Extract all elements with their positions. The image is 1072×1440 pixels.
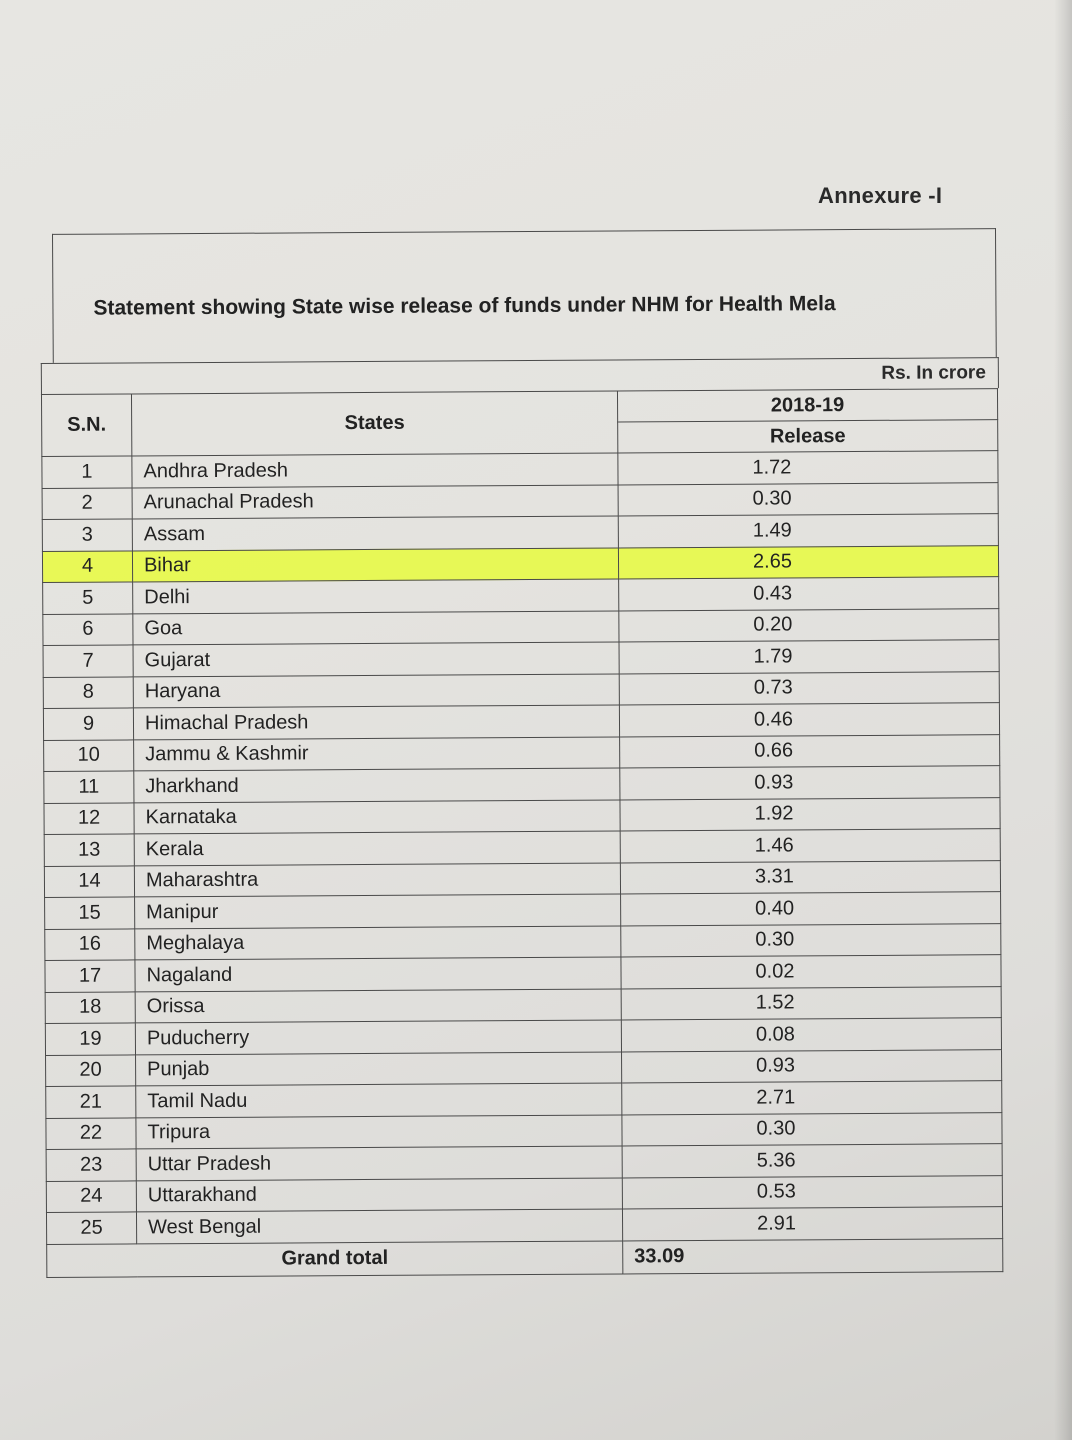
row-sn: 9 bbox=[43, 708, 133, 740]
row-sn: 7 bbox=[43, 645, 133, 677]
funds-table bbox=[41, 388, 1003, 1277]
row-sn: 6 bbox=[43, 613, 133, 645]
row-release-value: 0.66 bbox=[620, 734, 1000, 768]
row-state: Jammu & Kashmir bbox=[134, 736, 620, 770]
row-state: Bihar bbox=[132, 547, 618, 581]
grand-total-value: 33.09 bbox=[623, 1238, 1003, 1273]
row-release-value: 1.79 bbox=[619, 640, 999, 674]
row-sn: 14 bbox=[44, 865, 134, 897]
row-state: Andhra Pradesh bbox=[132, 453, 618, 487]
row-release-value: 0.20 bbox=[619, 608, 999, 642]
unit-label: Rs. In crore bbox=[881, 362, 986, 384]
row-state: Uttar Pradesh bbox=[136, 1146, 622, 1180]
row-state: Assam bbox=[132, 516, 618, 550]
funds-statement bbox=[40, 228, 1002, 1277]
row-sn: 4 bbox=[42, 550, 132, 582]
row-sn: 24 bbox=[46, 1180, 136, 1212]
row-state: West Bengal bbox=[136, 1209, 622, 1243]
header-release: Release bbox=[618, 420, 998, 453]
row-state: Manipur bbox=[135, 894, 621, 928]
row-release-value: 0.53 bbox=[622, 1175, 1002, 1209]
row-state: Puducherry bbox=[135, 1020, 621, 1054]
row-state: Maharashtra bbox=[134, 862, 620, 896]
header-states: States bbox=[131, 391, 617, 456]
row-release-value: 0.73 bbox=[619, 671, 999, 705]
page-edge-shadow bbox=[1054, 0, 1072, 1440]
row-sn: 25 bbox=[46, 1212, 136, 1244]
row-release-value: 0.93 bbox=[622, 1049, 1002, 1083]
row-sn: 5 bbox=[43, 582, 133, 614]
row-release-value: 2.65 bbox=[618, 545, 998, 579]
row-sn: 2 bbox=[42, 487, 132, 519]
row-sn: 10 bbox=[44, 739, 134, 771]
grand-total-label: Grand total bbox=[47, 1240, 623, 1277]
row-state: Haryana bbox=[133, 673, 619, 707]
header-year: 2018-19 bbox=[617, 389, 997, 422]
row-release-value: 1.92 bbox=[620, 797, 1000, 831]
row-release-value: 1.49 bbox=[618, 514, 998, 548]
row-sn: 11 bbox=[44, 771, 134, 803]
row-release-value: 0.93 bbox=[620, 766, 1000, 800]
row-release-value: 0.30 bbox=[622, 1112, 1002, 1146]
row-release-value: 0.30 bbox=[621, 923, 1001, 957]
row-state: Delhi bbox=[133, 579, 619, 613]
row-sn: 23 bbox=[46, 1149, 136, 1181]
row-release-value: 2.71 bbox=[622, 1081, 1002, 1115]
row-state: Gujarat bbox=[133, 642, 619, 676]
row-state: Kerala bbox=[134, 831, 620, 865]
header-sn: S.N. bbox=[41, 394, 131, 457]
row-sn: 20 bbox=[46, 1054, 136, 1086]
row-state: Nagaland bbox=[135, 957, 621, 991]
row-release-value: 0.08 bbox=[621, 1018, 1001, 1052]
row-release-value: 1.72 bbox=[618, 451, 998, 485]
row-release-value: 5.36 bbox=[622, 1144, 1002, 1178]
row-state: Orissa bbox=[135, 988, 621, 1022]
row-sn: 13 bbox=[44, 834, 134, 866]
row-release-value: 3.31 bbox=[620, 860, 1000, 894]
row-state: Karnataka bbox=[134, 799, 620, 833]
row-release-value: 0.46 bbox=[619, 703, 999, 737]
row-sn: 16 bbox=[45, 928, 135, 960]
row-state: Meghalaya bbox=[135, 925, 621, 959]
row-sn: 3 bbox=[42, 519, 132, 551]
grand-total-row bbox=[47, 1238, 1003, 1277]
row-release-value: 1.52 bbox=[621, 986, 1001, 1020]
row-state: Uttarakhand bbox=[136, 1177, 622, 1211]
row-sn: 22 bbox=[46, 1117, 136, 1149]
row-release-value: 0.43 bbox=[619, 577, 999, 611]
unit-row bbox=[41, 357, 999, 394]
row-sn: 17 bbox=[45, 960, 135, 992]
row-state: Arunachal Pradesh bbox=[132, 484, 618, 518]
row-release-value: 0.40 bbox=[621, 892, 1001, 926]
row-sn: 1 bbox=[42, 456, 132, 488]
table-body bbox=[42, 451, 1003, 1244]
row-sn: 8 bbox=[43, 676, 133, 708]
row-sn: 19 bbox=[45, 1023, 135, 1055]
statement-title: Statement showing State wise release of funds under NHM for Health Mela bbox=[93, 292, 836, 320]
row-state: Jharkhand bbox=[134, 768, 620, 802]
row-sn: 15 bbox=[45, 897, 135, 929]
row-state: Punjab bbox=[136, 1051, 622, 1085]
annexure-label: Annexure -I bbox=[818, 183, 943, 208]
row-sn: 18 bbox=[45, 991, 135, 1023]
title-box bbox=[52, 228, 997, 363]
row-sn: 12 bbox=[44, 802, 134, 834]
row-state: Tamil Nadu bbox=[136, 1083, 622, 1117]
row-release-value: 0.02 bbox=[621, 955, 1001, 989]
row-sn: 21 bbox=[46, 1086, 136, 1118]
row-release-value: 0.30 bbox=[618, 482, 998, 516]
row-release-value: 2.91 bbox=[622, 1207, 1002, 1241]
row-state: Goa bbox=[133, 610, 619, 644]
row-release-value: 1.46 bbox=[620, 829, 1000, 863]
row-state: Tripura bbox=[136, 1114, 622, 1148]
row-state: Himachal Pradesh bbox=[133, 705, 619, 739]
